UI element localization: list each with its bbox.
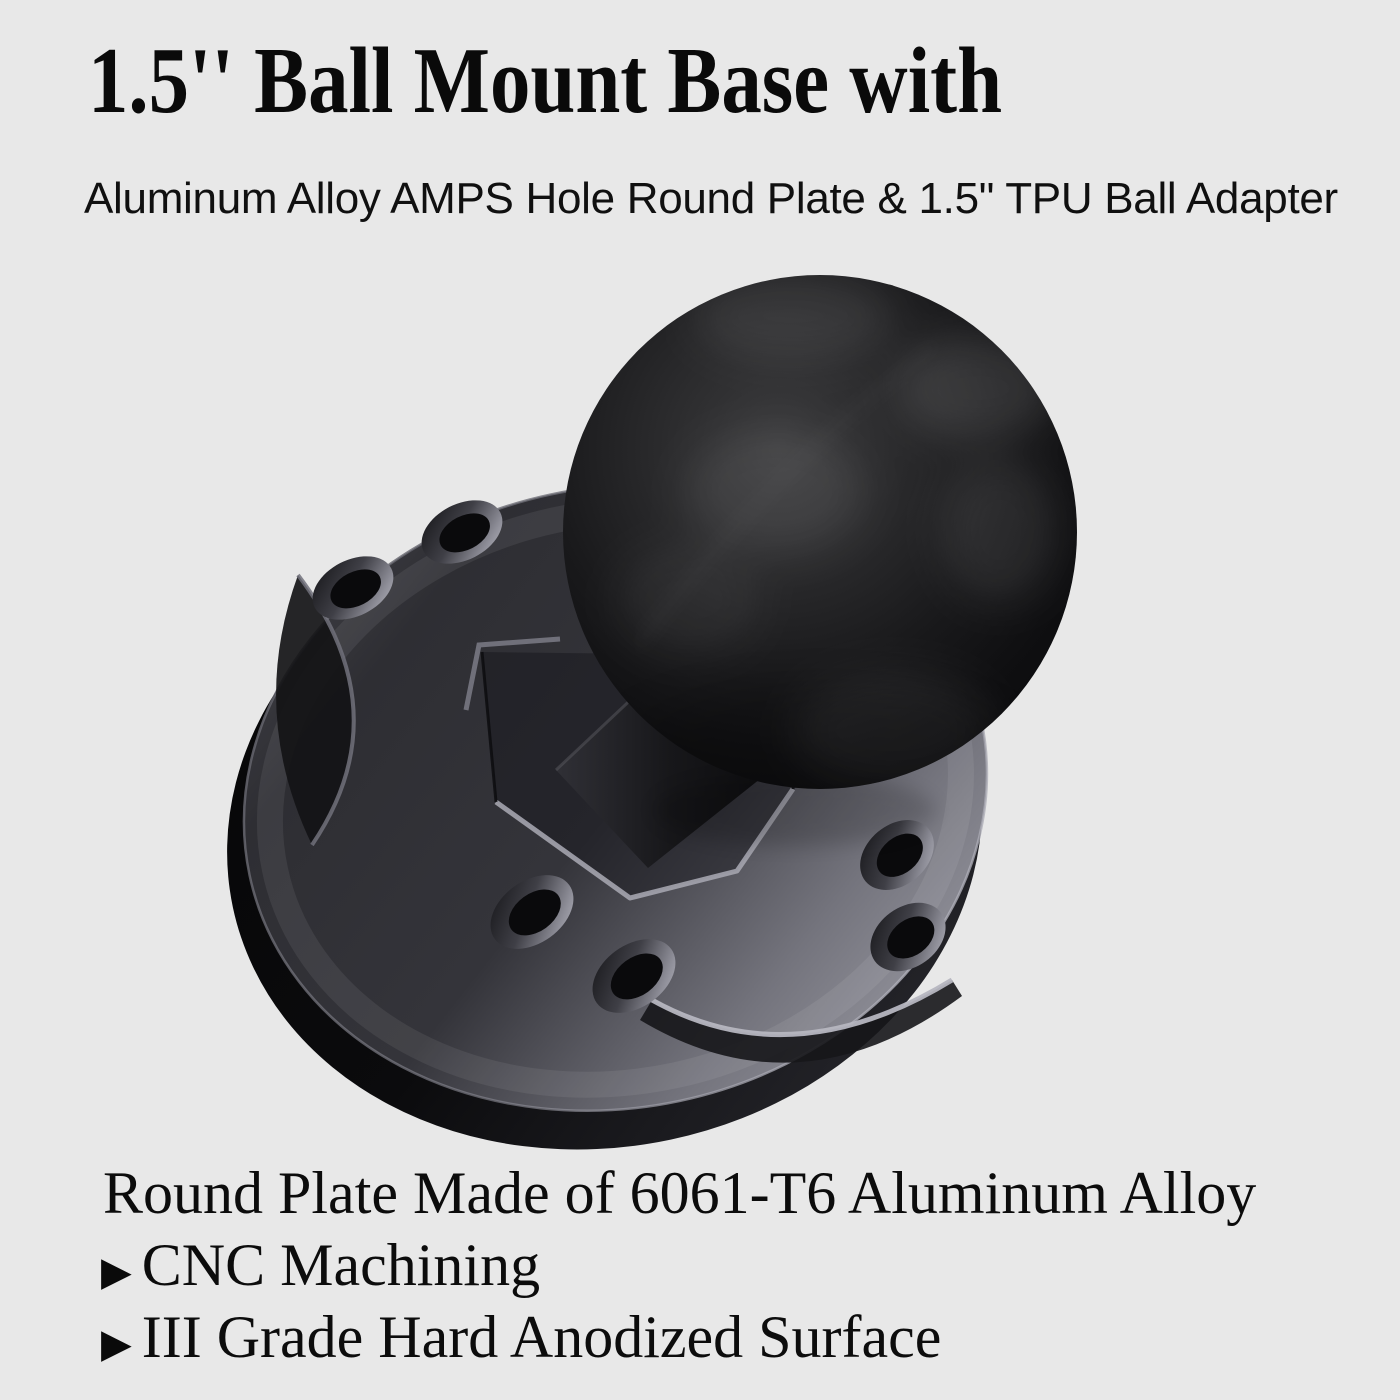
feature-heading: Round Plate Made of 6061-T6 Aluminum Alloy bbox=[103, 1160, 1257, 1226]
feature-label: CNC Machining bbox=[141, 1232, 541, 1298]
feature-label: III Grade Hard Anodized Surface bbox=[141, 1304, 942, 1370]
bullet-triangle-icon: ▶ bbox=[101, 1249, 132, 1295]
feature-item bbox=[101, 1306, 1256, 1368]
feature-items bbox=[101, 1234, 1256, 1368]
page-title-text: 1.5'' Ball Mount Base with bbox=[88, 29, 1003, 133]
page-subtitle: Aluminum Alloy AMPS Hole Round Plate & 1.5" TPU Ball Adapter bbox=[84, 174, 1338, 223]
feature-item bbox=[101, 1234, 1256, 1296]
feature-list bbox=[101, 1162, 1256, 1368]
bullet-triangle-icon: ▶ bbox=[101, 1321, 132, 1367]
